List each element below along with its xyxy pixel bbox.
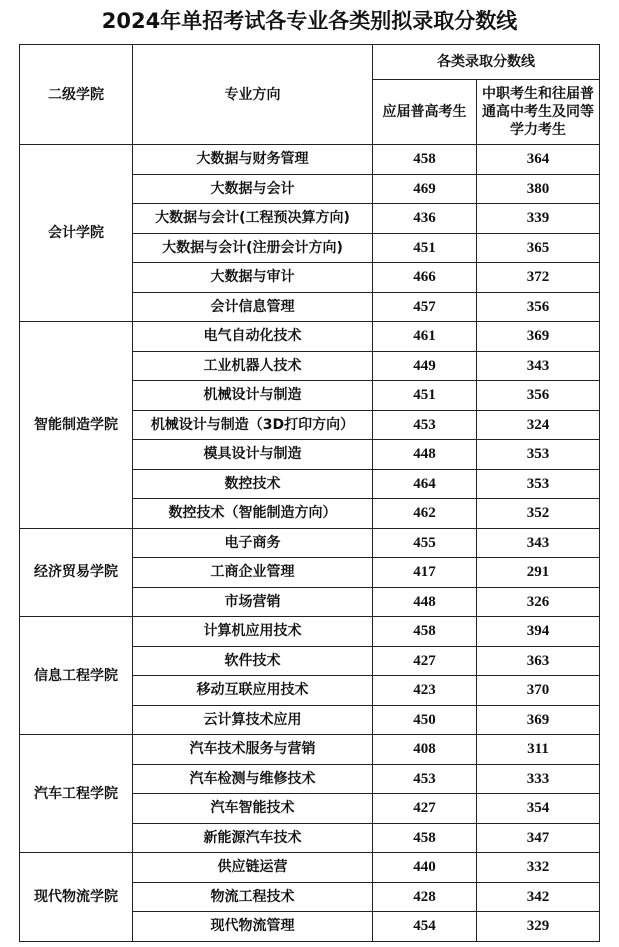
major-cell: 软件技术: [133, 646, 373, 676]
major-cell: 模具设计与制造: [133, 440, 373, 470]
fresh-column-header: 应届普高考生: [373, 80, 477, 145]
other-score-cell: 339: [477, 204, 600, 234]
table-row: [20, 145, 600, 175]
major-cell: 汽车智能技术: [133, 794, 373, 824]
college-cell: 信息工程学院: [20, 617, 133, 735]
table-row: [20, 617, 600, 647]
fresh-score-cell: 449: [373, 351, 477, 381]
other-score-cell: 365: [477, 233, 600, 263]
fresh-score-cell: 428: [373, 882, 477, 912]
major-cell: 汽车检测与维修技术: [133, 764, 373, 794]
table-row: [20, 322, 600, 352]
other-score-cell: 356: [477, 381, 600, 411]
college-cell: 经济贸易学院: [20, 528, 133, 617]
major-cell: 现代物流管理: [133, 912, 373, 942]
other-score-cell: 370: [477, 676, 600, 706]
fresh-score-cell: 427: [373, 794, 477, 824]
fresh-score-cell: 461: [373, 322, 477, 352]
other-score-cell: 343: [477, 528, 600, 558]
other-score-cell: 324: [477, 410, 600, 440]
fresh-score-cell: 417: [373, 558, 477, 588]
major-cell: 大数据与审计: [133, 263, 373, 293]
major-cell: 机械设计与制造: [133, 381, 373, 411]
table-header: [20, 45, 600, 145]
other-score-cell: 356: [477, 292, 600, 322]
fresh-score-cell: 469: [373, 174, 477, 204]
major-cell: 云计算技术应用: [133, 705, 373, 735]
fresh-score-cell: 466: [373, 263, 477, 293]
fresh-score-cell: 451: [373, 381, 477, 411]
major-cell: 新能源汽车技术: [133, 823, 373, 853]
major-cell: 物流工程技术: [133, 882, 373, 912]
fresh-score-cell: 448: [373, 440, 477, 470]
table-row: [20, 853, 600, 883]
fresh-score-cell: 462: [373, 499, 477, 529]
fresh-score-cell: 458: [373, 617, 477, 647]
fresh-score-cell: 436: [373, 204, 477, 234]
major-column-header: 专业方向: [133, 45, 373, 145]
major-cell: 数控技术: [133, 469, 373, 499]
major-cell: 电气自动化技术: [133, 322, 373, 352]
major-cell: 工业机器人技术: [133, 351, 373, 381]
other-score-cell: 354: [477, 794, 600, 824]
major-cell: 供应链运营: [133, 853, 373, 883]
other-score-cell: 347: [477, 823, 600, 853]
fresh-score-cell: 464: [373, 469, 477, 499]
fresh-score-cell: 450: [373, 705, 477, 735]
major-cell: 市场营销: [133, 587, 373, 617]
other-score-cell: 363: [477, 646, 600, 676]
college-cell: 智能制造学院: [20, 322, 133, 529]
college-cell: 会计学院: [20, 145, 133, 322]
fresh-score-cell: 458: [373, 145, 477, 175]
fresh-score-cell: 455: [373, 528, 477, 558]
other-score-cell: 291: [477, 558, 600, 588]
other-score-cell: 326: [477, 587, 600, 617]
fresh-score-cell: 440: [373, 853, 477, 883]
major-cell: 机械设计与制造（3D打印方向）: [133, 410, 373, 440]
college-column-header: 二级学院: [20, 45, 133, 145]
major-cell: 移动互联应用技术: [133, 676, 373, 706]
fresh-score-cell: 448: [373, 587, 477, 617]
college-cell: 汽车工程学院: [20, 735, 133, 853]
other-score-cell: 329: [477, 912, 600, 942]
table-body: [20, 145, 600, 942]
other-score-cell: 394: [477, 617, 600, 647]
page-title: 2024年单招考试各专业各类别拟录取分数线: [101, 9, 518, 33]
fresh-score-cell: 451: [373, 233, 477, 263]
fresh-score-cell: 423: [373, 676, 477, 706]
other-score-cell: 369: [477, 322, 600, 352]
other-score-cell: 353: [477, 440, 600, 470]
other-score-cell: 342: [477, 882, 600, 912]
other-score-cell: 343: [477, 351, 600, 381]
other-score-cell: 364: [477, 145, 600, 175]
other-score-cell: 352: [477, 499, 600, 529]
score-group-header: 各类录取分数线: [373, 45, 600, 80]
major-cell: 会计信息管理: [133, 292, 373, 322]
major-cell: 汽车技术服务与营销: [133, 735, 373, 765]
other-score-cell: 372: [477, 263, 600, 293]
major-cell: 大数据与会计: [133, 174, 373, 204]
fresh-score-cell: 408: [373, 735, 477, 765]
fresh-score-cell: 427: [373, 646, 477, 676]
major-cell: 大数据与会计(注册会计方向): [133, 233, 373, 263]
fresh-score-cell: 457: [373, 292, 477, 322]
table-row: [20, 528, 600, 558]
other-score-cell: 311: [477, 735, 600, 765]
fresh-score-cell: 454: [373, 912, 477, 942]
table-row: [20, 735, 600, 765]
other-score-cell: 380: [477, 174, 600, 204]
other-column-header: 中职考生和往届普通高中考生及同等学力考生: [477, 80, 600, 145]
major-cell: 大数据与财务管理: [133, 145, 373, 175]
major-cell: 计算机应用技术: [133, 617, 373, 647]
other-score-cell: 332: [477, 853, 600, 883]
score-table: [19, 44, 600, 942]
fresh-score-cell: 453: [373, 764, 477, 794]
fresh-score-cell: 458: [373, 823, 477, 853]
other-score-cell: 333: [477, 764, 600, 794]
other-score-cell: 353: [477, 469, 600, 499]
major-cell: 工商企业管理: [133, 558, 373, 588]
college-cell: 现代物流学院: [20, 853, 133, 942]
major-cell: 数控技术（智能制造方向）: [133, 499, 373, 529]
major-cell: 电子商务: [133, 528, 373, 558]
major-cell: 大数据与会计(工程预决算方向): [133, 204, 373, 234]
other-score-cell: 369: [477, 705, 600, 735]
fresh-score-cell: 453: [373, 410, 477, 440]
